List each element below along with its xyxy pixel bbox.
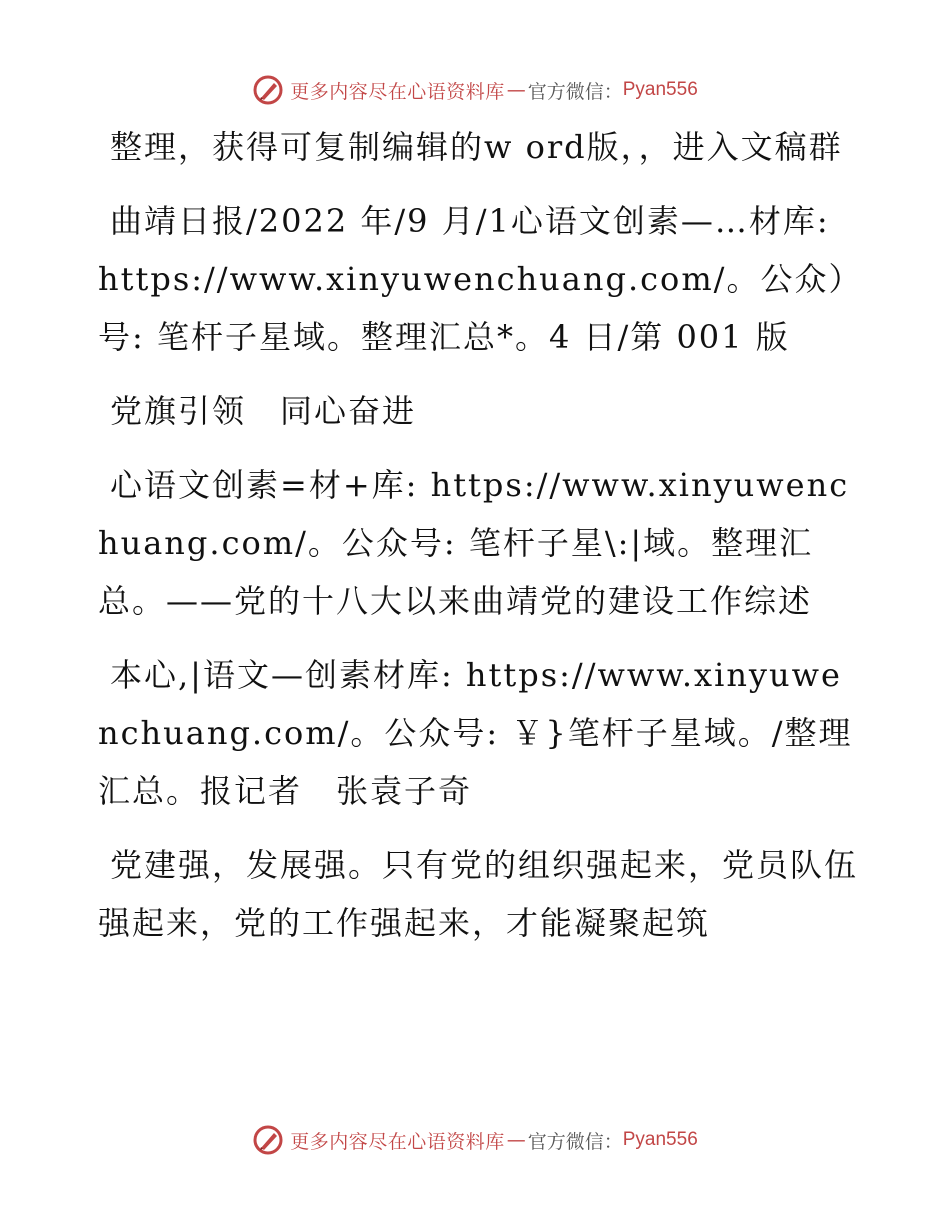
paragraph <box>98 118 858 176</box>
paragraph-text: 本心,|语文—创素材库: https://www.xinyuwenchuang.com/。公众号: ￥}笔杆子星域。/整理汇总。报记者 张袁子奇 <box>98 656 853 810</box>
paragraph <box>98 646 858 820</box>
paragraph-text: 党旗引领 同心奋进 <box>110 392 417 430</box>
banner-dash: — <box>506 79 526 101</box>
paragraph-text: 整理，获得可复制编辑的w ord版，，进入文稿群 <box>110 128 843 166</box>
paragraph-text: 心语文创素=材+库: https://www.xinyuwenchuang.com/。公众号: 笔杆子星\:|域。整理汇总。——党的十八大以来曲靖党的建设工作综述 <box>98 466 850 620</box>
paragraph-text: 曲靖日报/2022 年/9 月/1心语文创素—…材库: https://www.xinyuwenchuang.com/。公众）号: 笔杆子星域。整理汇总*。4 日/第 001 版 <box>98 202 847 356</box>
header-banner <box>0 70 950 110</box>
pen-logo-icon <box>252 74 284 106</box>
paragraph-text: 党建强，发展强。只有党的组织强起来，党员队伍强起来，党的工作强起来，才能凝聚起筑 <box>98 846 859 942</box>
banner-dash: — <box>506 1129 526 1151</box>
banner-wechat-id: Pyan556 <box>622 1129 698 1150</box>
banner-text: 更多内容尽在心语资料库 <box>290 1130 505 1153</box>
paragraph <box>98 192 858 366</box>
pen-logo-icon <box>252 1124 284 1156</box>
footer-banner <box>0 1120 950 1160</box>
banner-text: 更多内容尽在心语资料库 <box>290 80 505 103</box>
banner-wechat-label: 官方微信： <box>527 80 623 103</box>
paragraph <box>98 836 858 952</box>
paragraph <box>98 456 858 630</box>
banner-wechat-label: 官方微信： <box>527 1130 623 1153</box>
paragraph <box>98 382 858 440</box>
banner-wechat-id: Pyan556 <box>622 79 698 100</box>
document-body <box>98 118 858 968</box>
